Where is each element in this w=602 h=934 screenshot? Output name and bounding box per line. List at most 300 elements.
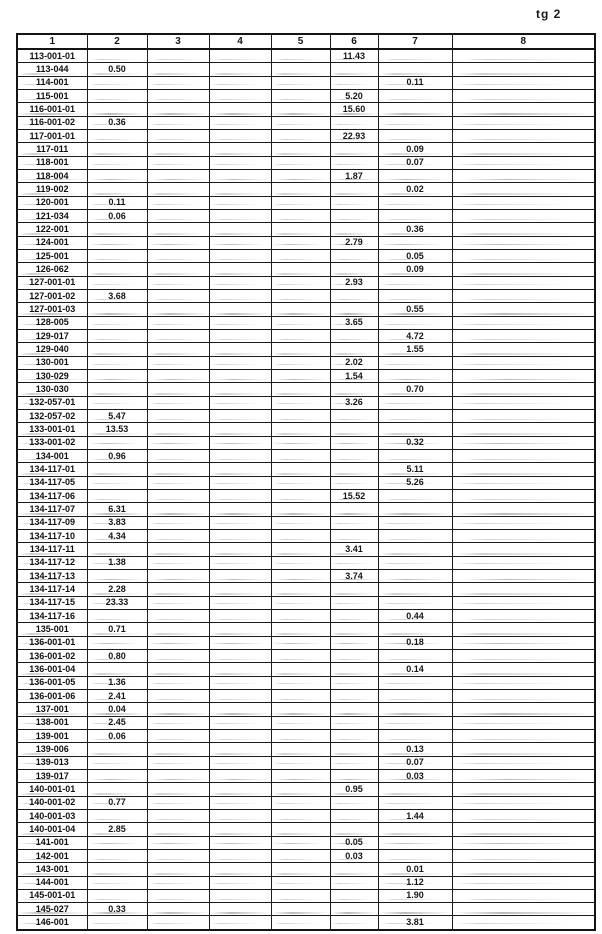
value-cell bbox=[209, 689, 271, 702]
value-cell bbox=[378, 63, 452, 76]
column-header: 5 bbox=[271, 34, 330, 49]
value-cell: 5.26 bbox=[378, 476, 452, 489]
value-cell bbox=[378, 90, 452, 103]
value-cell bbox=[209, 236, 271, 249]
value-cell bbox=[209, 916, 271, 930]
value-cell bbox=[87, 143, 147, 156]
value-cell bbox=[87, 343, 147, 356]
row-id-cell: 116-001-02 bbox=[17, 116, 87, 129]
value-cell bbox=[209, 716, 271, 729]
value-cell: 3.83 bbox=[87, 516, 147, 529]
value-cell bbox=[87, 756, 147, 769]
value-cell bbox=[271, 450, 330, 463]
value-cell bbox=[209, 756, 271, 769]
value-cell: 2.41 bbox=[87, 689, 147, 702]
value-cell: 1.87 bbox=[330, 170, 378, 183]
row-id-cell: 133-001-01 bbox=[17, 423, 87, 436]
value-cell bbox=[209, 263, 271, 276]
value-cell bbox=[452, 796, 595, 809]
value-cell bbox=[147, 410, 209, 423]
value-cell bbox=[378, 569, 452, 582]
value-cell bbox=[209, 170, 271, 183]
value-cell bbox=[209, 116, 271, 129]
table-row bbox=[17, 436, 595, 449]
table-row bbox=[17, 143, 595, 156]
value-cell bbox=[271, 316, 330, 329]
table-row bbox=[17, 663, 595, 676]
value-cell: 0.11 bbox=[378, 76, 452, 89]
value-cell bbox=[271, 236, 330, 249]
value-cell bbox=[330, 663, 378, 676]
row-id-cell: 140-001-01 bbox=[17, 783, 87, 796]
value-cell bbox=[271, 223, 330, 236]
value-cell: 0.96 bbox=[87, 450, 147, 463]
value-cell bbox=[378, 450, 452, 463]
value-cell bbox=[209, 596, 271, 609]
row-id-cell: 140-001-03 bbox=[17, 809, 87, 822]
value-cell bbox=[147, 796, 209, 809]
value-cell bbox=[378, 423, 452, 436]
value-cell bbox=[147, 823, 209, 836]
value-cell bbox=[271, 609, 330, 622]
value-cell bbox=[452, 276, 595, 289]
value-cell bbox=[378, 503, 452, 516]
value-cell bbox=[147, 383, 209, 396]
row-id-cell: 143-001 bbox=[17, 863, 87, 876]
value-cell bbox=[378, 543, 452, 556]
value-cell bbox=[271, 716, 330, 729]
row-id-cell: 139-001 bbox=[17, 729, 87, 742]
value-cell: 0.80 bbox=[87, 649, 147, 662]
value-cell bbox=[87, 103, 147, 116]
value-cell bbox=[378, 729, 452, 742]
value-cell bbox=[87, 223, 147, 236]
row-id-cell: 120-001 bbox=[17, 196, 87, 209]
column-header: 4 bbox=[209, 34, 271, 49]
value-cell bbox=[330, 116, 378, 129]
value-cell bbox=[330, 263, 378, 276]
value-cell: 2.79 bbox=[330, 236, 378, 249]
value-cell bbox=[452, 463, 595, 476]
row-id-cell: 119-002 bbox=[17, 183, 87, 196]
value-cell bbox=[147, 423, 209, 436]
value-cell bbox=[271, 183, 330, 196]
value-cell bbox=[209, 556, 271, 569]
value-cell bbox=[271, 529, 330, 542]
value-cell: 0.32 bbox=[378, 436, 452, 449]
value-cell bbox=[452, 236, 595, 249]
column-header: 6 bbox=[330, 34, 378, 49]
value-cell bbox=[209, 543, 271, 556]
value-cell bbox=[330, 143, 378, 156]
value-cell bbox=[452, 63, 595, 76]
value-cell bbox=[147, 210, 209, 223]
value-cell bbox=[209, 889, 271, 902]
value-cell bbox=[330, 436, 378, 449]
value-cell bbox=[87, 250, 147, 263]
value-cell bbox=[209, 743, 271, 756]
value-cell bbox=[87, 769, 147, 782]
value-cell: 3.41 bbox=[330, 543, 378, 556]
value-cell: 0.77 bbox=[87, 796, 147, 809]
value-cell bbox=[147, 450, 209, 463]
value-cell bbox=[209, 729, 271, 742]
value-cell bbox=[452, 569, 595, 582]
value-cell bbox=[271, 290, 330, 303]
value-cell: 0.71 bbox=[87, 623, 147, 636]
value-cell bbox=[87, 783, 147, 796]
value-cell bbox=[209, 383, 271, 396]
row-id-cell: 134-117-07 bbox=[17, 503, 87, 516]
value-cell bbox=[452, 716, 595, 729]
value-cell bbox=[452, 116, 595, 129]
table-row bbox=[17, 916, 595, 930]
value-cell bbox=[452, 556, 595, 569]
value-cell bbox=[271, 636, 330, 649]
value-cell bbox=[330, 223, 378, 236]
value-cell bbox=[452, 476, 595, 489]
value-cell bbox=[452, 849, 595, 862]
value-cell bbox=[147, 689, 209, 702]
value-cell bbox=[452, 383, 595, 396]
row-id-cell: 118-004 bbox=[17, 170, 87, 183]
value-cell bbox=[378, 849, 452, 862]
row-id-cell: 113-001-01 bbox=[17, 49, 87, 63]
value-cell: 13.53 bbox=[87, 423, 147, 436]
value-cell bbox=[452, 330, 595, 343]
value-cell bbox=[452, 836, 595, 849]
value-cell bbox=[147, 356, 209, 369]
value-cell bbox=[87, 849, 147, 862]
value-cell bbox=[378, 130, 452, 143]
value-cell bbox=[452, 863, 595, 876]
value-cell bbox=[209, 769, 271, 782]
value-cell bbox=[209, 823, 271, 836]
row-id-cell: 145-027 bbox=[17, 903, 87, 916]
value-cell bbox=[147, 303, 209, 316]
table-row bbox=[17, 676, 595, 689]
value-cell: 0.03 bbox=[330, 849, 378, 862]
value-cell: 5.11 bbox=[378, 463, 452, 476]
value-cell: 4.34 bbox=[87, 529, 147, 542]
value-cell bbox=[452, 769, 595, 782]
value-cell: 0.33 bbox=[87, 903, 147, 916]
table-row bbox=[17, 170, 595, 183]
value-cell bbox=[330, 529, 378, 542]
value-cell bbox=[330, 863, 378, 876]
value-cell bbox=[330, 676, 378, 689]
value-cell bbox=[271, 703, 330, 716]
value-cell bbox=[147, 569, 209, 582]
value-cell bbox=[87, 303, 147, 316]
value-cell bbox=[452, 649, 595, 662]
row-id-cell: 136-001-05 bbox=[17, 676, 87, 689]
table-row bbox=[17, 623, 595, 636]
value-cell bbox=[452, 90, 595, 103]
table-row bbox=[17, 303, 595, 316]
row-id-cell: 127-001-02 bbox=[17, 290, 87, 303]
value-cell bbox=[271, 903, 330, 916]
value-cell: 0.05 bbox=[330, 836, 378, 849]
value-cell: 1.54 bbox=[330, 370, 378, 383]
value-cell bbox=[147, 756, 209, 769]
value-cell bbox=[330, 689, 378, 702]
value-cell bbox=[378, 623, 452, 636]
value-cell bbox=[378, 276, 452, 289]
value-cell bbox=[330, 609, 378, 622]
value-cell bbox=[452, 636, 595, 649]
value-cell bbox=[271, 143, 330, 156]
value-cell: 0.02 bbox=[378, 183, 452, 196]
value-cell bbox=[452, 543, 595, 556]
value-cell bbox=[330, 410, 378, 423]
value-cell bbox=[330, 383, 378, 396]
value-cell bbox=[209, 529, 271, 542]
value-cell bbox=[87, 463, 147, 476]
value-cell bbox=[147, 676, 209, 689]
row-id-cell: 132-057-02 bbox=[17, 410, 87, 423]
value-cell bbox=[452, 689, 595, 702]
value-cell bbox=[209, 649, 271, 662]
row-id-cell: 140-001-04 bbox=[17, 823, 87, 836]
table-row bbox=[17, 476, 595, 489]
value-cell bbox=[87, 156, 147, 169]
table-row bbox=[17, 463, 595, 476]
table-row bbox=[17, 276, 595, 289]
value-cell bbox=[87, 636, 147, 649]
value-cell bbox=[147, 889, 209, 902]
row-id-cell: 134-117-15 bbox=[17, 596, 87, 609]
value-cell: 0.04 bbox=[87, 703, 147, 716]
value-cell bbox=[209, 343, 271, 356]
value-cell bbox=[87, 49, 147, 63]
value-cell bbox=[209, 703, 271, 716]
value-cell: 1.38 bbox=[87, 556, 147, 569]
value-cell bbox=[378, 703, 452, 716]
value-cell bbox=[147, 489, 209, 502]
value-cell bbox=[209, 903, 271, 916]
value-cell: 0.06 bbox=[87, 729, 147, 742]
value-cell bbox=[209, 436, 271, 449]
value-cell bbox=[271, 423, 330, 436]
page-number-label: tg 2 bbox=[536, 7, 562, 21]
value-cell bbox=[271, 543, 330, 556]
value-cell: 0.50 bbox=[87, 63, 147, 76]
table-row bbox=[17, 49, 595, 63]
value-cell: 1.12 bbox=[378, 876, 452, 889]
table-row bbox=[17, 116, 595, 129]
value-cell bbox=[452, 876, 595, 889]
value-cell bbox=[209, 196, 271, 209]
value-cell bbox=[271, 556, 330, 569]
value-cell bbox=[330, 450, 378, 463]
value-cell bbox=[330, 516, 378, 529]
value-cell bbox=[147, 636, 209, 649]
value-cell bbox=[330, 596, 378, 609]
value-cell bbox=[209, 130, 271, 143]
value-cell bbox=[209, 783, 271, 796]
value-cell bbox=[378, 356, 452, 369]
value-cell bbox=[147, 463, 209, 476]
value-cell bbox=[147, 556, 209, 569]
value-cell bbox=[271, 116, 330, 129]
value-cell bbox=[147, 343, 209, 356]
value-cell: 0.06 bbox=[87, 210, 147, 223]
value-cell bbox=[330, 156, 378, 169]
table-row bbox=[17, 743, 595, 756]
value-cell bbox=[147, 396, 209, 409]
value-cell bbox=[330, 876, 378, 889]
value-cell bbox=[452, 49, 595, 63]
table-row bbox=[17, 130, 595, 143]
table-row bbox=[17, 343, 595, 356]
row-id-cell: 134-117-05 bbox=[17, 476, 87, 489]
table-row bbox=[17, 729, 595, 742]
value-cell bbox=[378, 783, 452, 796]
table-row bbox=[17, 316, 595, 329]
value-cell bbox=[87, 663, 147, 676]
value-cell bbox=[330, 796, 378, 809]
value-cell bbox=[452, 596, 595, 609]
value-cell bbox=[147, 503, 209, 516]
table-row bbox=[17, 703, 595, 716]
value-cell bbox=[271, 743, 330, 756]
row-id-cell: 134-117-06 bbox=[17, 489, 87, 502]
value-cell bbox=[452, 76, 595, 89]
row-id-cell: 144-001 bbox=[17, 876, 87, 889]
value-cell bbox=[209, 250, 271, 263]
value-cell: 4.72 bbox=[378, 330, 452, 343]
value-cell bbox=[452, 783, 595, 796]
value-cell bbox=[209, 103, 271, 116]
value-cell bbox=[330, 583, 378, 596]
value-cell bbox=[378, 596, 452, 609]
value-cell bbox=[209, 370, 271, 383]
value-cell bbox=[271, 250, 330, 263]
row-id-cell: 139-006 bbox=[17, 743, 87, 756]
value-cell bbox=[452, 196, 595, 209]
value-cell bbox=[452, 516, 595, 529]
value-cell bbox=[209, 863, 271, 876]
value-cell bbox=[147, 663, 209, 676]
value-cell bbox=[452, 489, 595, 502]
value-cell bbox=[87, 609, 147, 622]
value-cell bbox=[452, 183, 595, 196]
value-cell bbox=[209, 450, 271, 463]
row-id-cell: 142-001 bbox=[17, 849, 87, 862]
row-id-cell: 137-001 bbox=[17, 703, 87, 716]
table-row bbox=[17, 156, 595, 169]
value-cell bbox=[209, 636, 271, 649]
value-cell bbox=[378, 489, 452, 502]
value-cell bbox=[209, 836, 271, 849]
value-cell bbox=[271, 356, 330, 369]
column-header: 3 bbox=[147, 34, 209, 49]
value-cell bbox=[330, 809, 378, 822]
value-cell bbox=[209, 316, 271, 329]
table-row bbox=[17, 849, 595, 862]
value-cell bbox=[330, 503, 378, 516]
row-id-cell: 128-005 bbox=[17, 316, 87, 329]
table-row bbox=[17, 543, 595, 556]
row-id-cell: 116-001-01 bbox=[17, 103, 87, 116]
value-cell bbox=[378, 210, 452, 223]
value-cell bbox=[147, 250, 209, 263]
value-cell: 1.36 bbox=[87, 676, 147, 689]
value-cell bbox=[271, 663, 330, 676]
value-cell bbox=[378, 170, 452, 183]
value-cell bbox=[271, 836, 330, 849]
value-cell bbox=[209, 410, 271, 423]
value-cell bbox=[87, 436, 147, 449]
value-cell bbox=[378, 196, 452, 209]
value-cell bbox=[147, 863, 209, 876]
value-cell bbox=[147, 583, 209, 596]
value-cell: 15.60 bbox=[330, 103, 378, 116]
value-cell: 0.01 bbox=[378, 863, 452, 876]
value-cell bbox=[87, 836, 147, 849]
value-cell bbox=[271, 370, 330, 383]
value-cell: 0.44 bbox=[378, 609, 452, 622]
value-cell bbox=[452, 343, 595, 356]
row-id-cell: 122-001 bbox=[17, 223, 87, 236]
table-row bbox=[17, 356, 595, 369]
table-row bbox=[17, 63, 595, 76]
value-cell bbox=[147, 370, 209, 383]
value-cell: 0.07 bbox=[378, 156, 452, 169]
value-cell bbox=[452, 303, 595, 316]
column-header: 7 bbox=[378, 34, 452, 49]
value-cell bbox=[271, 756, 330, 769]
table-row bbox=[17, 223, 595, 236]
value-cell bbox=[452, 889, 595, 902]
value-cell bbox=[271, 343, 330, 356]
value-cell bbox=[147, 49, 209, 63]
value-cell bbox=[378, 836, 452, 849]
row-id-cell: 134-117-12 bbox=[17, 556, 87, 569]
value-cell bbox=[378, 316, 452, 329]
value-cell bbox=[147, 809, 209, 822]
value-cell bbox=[271, 63, 330, 76]
value-cell bbox=[452, 676, 595, 689]
table-row bbox=[17, 649, 595, 662]
value-cell: 3.74 bbox=[330, 569, 378, 582]
value-cell bbox=[147, 330, 209, 343]
table-row bbox=[17, 903, 595, 916]
row-id-cell: 136-001-06 bbox=[17, 689, 87, 702]
value-cell bbox=[378, 556, 452, 569]
value-cell bbox=[209, 210, 271, 223]
table-row bbox=[17, 529, 595, 542]
table-row bbox=[17, 423, 595, 436]
table-row bbox=[17, 236, 595, 249]
value-cell bbox=[452, 263, 595, 276]
value-cell: 0.03 bbox=[378, 769, 452, 782]
value-cell bbox=[271, 796, 330, 809]
value-cell bbox=[87, 916, 147, 930]
value-cell bbox=[271, 809, 330, 822]
value-cell bbox=[147, 836, 209, 849]
value-cell: 0.07 bbox=[378, 756, 452, 769]
column-header: 1 bbox=[17, 34, 87, 49]
table-body bbox=[17, 49, 595, 930]
value-cell bbox=[378, 396, 452, 409]
value-cell bbox=[378, 903, 452, 916]
value-cell bbox=[271, 210, 330, 223]
table-row bbox=[17, 756, 595, 769]
value-cell bbox=[147, 436, 209, 449]
value-cell bbox=[271, 130, 330, 143]
